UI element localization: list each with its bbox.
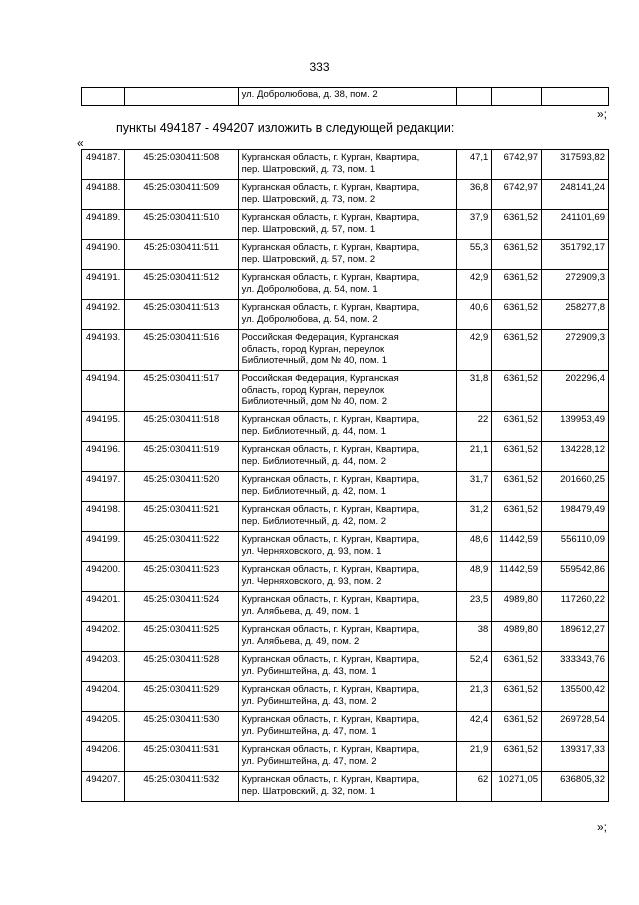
cell-cadastral: 45:25:030411:516 (125, 330, 238, 371)
cell-area: 52,4 (456, 652, 492, 682)
cell-cadastral: 45:25:030411:518 (125, 412, 238, 442)
cell-rate: 6361,52 (492, 210, 542, 240)
cell-number: 494202. (82, 622, 125, 652)
cell-address (238, 622, 456, 652)
cell-rate: 11442,59 (492, 562, 542, 592)
address-line: ул. Алябьева, д. 49, пом. 1 (241, 605, 360, 617)
opening-quote-mark: « (77, 136, 84, 150)
cell-area: 42,9 (456, 270, 492, 300)
cell-number: 494187. (82, 150, 125, 180)
cell-area: 37,9 (456, 210, 492, 240)
cell-address (238, 772, 456, 802)
cell-area: 48,9 (456, 562, 492, 592)
cell-cadastral: 45:25:030411:513 (125, 300, 238, 330)
cell-cadastral: 45:25:030411:509 (125, 180, 238, 210)
cell-rate: 6742,97 (492, 150, 542, 180)
cell-address (238, 592, 456, 622)
table-row (82, 330, 609, 371)
cell-rate: 6361,52 (492, 502, 542, 532)
address-line: Курганская область, г. Курган, Квартира, (241, 504, 420, 515)
cell-number: 494206. (82, 742, 125, 772)
table-row (82, 682, 609, 712)
address-line: Курганская область, г. Курган, Квартира, (241, 212, 420, 223)
address-line: пер. Библиотечный, д. 42, пом. 2 (241, 515, 387, 527)
address-line: Курганская область, г. Курган, Квартира, (241, 744, 420, 755)
cell-area (456, 88, 492, 106)
cell-cadastral: 45:25:030411:529 (125, 682, 238, 712)
cell-number: 494204. (82, 682, 125, 712)
address-line: ул. Черняховского, д. 93, пом. 2 (241, 575, 382, 587)
cell-address (238, 371, 456, 412)
address-line: Курганская область, г. Курган, Квартира, (241, 414, 420, 425)
table-row (82, 412, 609, 442)
table-row (82, 652, 609, 682)
address-line: Курганская область, г. Курган, Квартира, (241, 242, 420, 253)
cell-value: 351792,17 (542, 240, 609, 270)
cell-value: 241101,69 (542, 210, 609, 240)
cell-cadastral: 45:25:030411:511 (125, 240, 238, 270)
cell-cadastral: 45:25:030411:522 (125, 532, 238, 562)
cell-address (238, 210, 456, 240)
address-line: пер. Библиотечный, д. 44, пом. 2 (241, 455, 387, 467)
address-line: ул. Рубинштейна, д. 43, пом. 1 (241, 665, 377, 677)
cell-number: 494189. (82, 210, 125, 240)
cell-number: 494190. (82, 240, 125, 270)
address-line: Курганская область, г. Курган, Квартира, (241, 534, 420, 545)
address-line: Российская Федерация, Курганская (241, 373, 399, 384)
table-row (82, 622, 609, 652)
cell-address (238, 150, 456, 180)
table-row (82, 562, 609, 592)
address-line: Курганская область, г. Курган, Квартира, (241, 272, 420, 283)
cell-rate: 4989,80 (492, 622, 542, 652)
properties-table-body (82, 150, 609, 802)
address-line: пер. Библиотечный, д. 42, пом. 1 (241, 485, 387, 497)
cell-area: 42,9 (456, 330, 492, 371)
cell-rate: 6361,52 (492, 742, 542, 772)
cell-value: 556110,09 (542, 532, 609, 562)
address-line: Курганская область, г. Курган, Квартира, (241, 684, 420, 695)
cell-address (238, 330, 456, 371)
cell-rate: 4989,80 (492, 592, 542, 622)
address-line: Курганская область, г. Курган, Квартира, (241, 714, 420, 725)
cell-area: 23,5 (456, 592, 492, 622)
address-line: ул. Алябьева, д. 49, пом. 2 (241, 635, 360, 647)
cell-cadastral (125, 88, 238, 106)
closing-quote-mark-end: »; (597, 820, 608, 834)
page-number: 333 (309, 60, 330, 74)
cell-area: 55,3 (456, 240, 492, 270)
previous-table-fragment (81, 87, 609, 106)
cell-number: 494193. (82, 330, 125, 371)
cell-area: 31,2 (456, 502, 492, 532)
cell-area: 38 (456, 622, 492, 652)
address-line: пер. Шатровский, д. 73, пом. 1 (241, 163, 376, 175)
address-line: Курганская область, г. Курган, Квартира, (241, 774, 420, 785)
cell-value: 636805,32 (542, 772, 609, 802)
cell-value: 139317,33 (542, 742, 609, 772)
cell-value: 201660,25 (542, 472, 609, 502)
cell-address (238, 270, 456, 300)
cell-number: 494195. (82, 412, 125, 442)
cell-address (238, 712, 456, 742)
table-row (82, 240, 609, 270)
cell-number (82, 88, 125, 106)
cell-address (238, 502, 456, 532)
cell-value (542, 88, 609, 106)
cell-value: 202296,4 (542, 371, 609, 412)
cell-cadastral: 45:25:030411:521 (125, 502, 238, 532)
cell-cadastral: 45:25:030411:519 (125, 442, 238, 472)
cell-address (238, 652, 456, 682)
address-line: Курганская область, г. Курган, Квартира, (241, 654, 420, 665)
address-line: Курганская область, г. Курган, Квартира, (241, 564, 420, 575)
cell-area: 21,3 (456, 682, 492, 712)
cell-cadastral: 45:25:030411:532 (125, 772, 238, 802)
cell-area: 42,4 (456, 712, 492, 742)
cell-cadastral: 45:25:030411:531 (125, 742, 238, 772)
cell-value: 248141,24 (542, 180, 609, 210)
cell-area: 47,1 (456, 150, 492, 180)
address-line: Курганская область, г. Курган, Квартира, (241, 302, 420, 313)
address-line: область, город Курган, переулок (241, 384, 385, 396)
address-line: ул. Черняховского, д. 93, пом. 1 (241, 545, 382, 557)
cell-rate: 6361,52 (492, 472, 542, 502)
cell-value: 559542,86 (542, 562, 609, 592)
cell-value: 317593,82 (542, 150, 609, 180)
cell-rate: 6361,52 (492, 270, 542, 300)
table-row (82, 532, 609, 562)
properties-table (81, 149, 609, 802)
table-row (82, 371, 609, 412)
address-line: пер. Шатровский, д. 32, пом. 1 (241, 785, 376, 797)
cell-address (238, 442, 456, 472)
cell-rate: 10271,05 (492, 772, 542, 802)
cell-address (238, 742, 456, 772)
cell-cadastral: 45:25:030411:530 (125, 712, 238, 742)
address-line: пер. Шатровский, д. 57, пом. 1 (241, 223, 376, 235)
cell-rate: 6361,52 (492, 240, 542, 270)
cell-rate: 6361,52 (492, 682, 542, 712)
cell-value: 198479,49 (542, 502, 609, 532)
cell-value: 258277,8 (542, 300, 609, 330)
cell-number: 494191. (82, 270, 125, 300)
cell-address (238, 180, 456, 210)
table-row (82, 442, 609, 472)
cell-value: 269728,54 (542, 712, 609, 742)
address-line: пер. Шатровский, д. 57, пом. 2 (241, 253, 376, 265)
cell-cadastral: 45:25:030411:517 (125, 371, 238, 412)
address-line: пер. Библиотечный, д. 44, пом. 1 (241, 425, 387, 437)
cell-area: 31,7 (456, 472, 492, 502)
cell-number: 494197. (82, 472, 125, 502)
cell-number: 494200. (82, 562, 125, 592)
cell-cadastral: 45:25:030411:508 (125, 150, 238, 180)
cell-rate (492, 88, 542, 106)
table-row (82, 150, 609, 180)
address-line: Курганская область, г. Курган, Квартира, (241, 624, 420, 635)
cell-number: 494201. (82, 592, 125, 622)
cell-area: 21,9 (456, 742, 492, 772)
cell-area: 62 (456, 772, 492, 802)
cell-address (238, 412, 456, 442)
cell-cadastral: 45:25:030411:510 (125, 210, 238, 240)
cell-value: 134228,12 (542, 442, 609, 472)
address-line: Российская Федерация, Курганская (241, 332, 399, 343)
cell-number: 494203. (82, 652, 125, 682)
cell-cadastral: 45:25:030411:528 (125, 652, 238, 682)
address-line: Библиотечный, дом № 40, пом. 2 (241, 396, 388, 407)
address-line: область, город Курган, переулок (241, 343, 385, 355)
cell-number: 494205. (82, 712, 125, 742)
cell-address (238, 472, 456, 502)
cell-rate: 6742,97 (492, 180, 542, 210)
cell-address (238, 682, 456, 712)
cell-number: 494194. (82, 371, 125, 412)
cell-cadastral: 45:25:030411:524 (125, 592, 238, 622)
address-line: ул. Рубинштейна, д. 47, пом. 1 (241, 725, 377, 737)
cell-area: 31,8 (456, 371, 492, 412)
cell-area: 22 (456, 412, 492, 442)
cell-value: 139953,49 (542, 412, 609, 442)
table-row (82, 472, 609, 502)
address-line: Курганская область, г. Курган, Квартира, (241, 444, 420, 455)
cell-value: 189612,27 (542, 622, 609, 652)
address-line: ул. Добролюбова, д. 54, пом. 2 (241, 313, 378, 325)
table-row (82, 88, 609, 106)
cell-number: 494192. (82, 300, 125, 330)
table-row (82, 270, 609, 300)
cell-area: 21,1 (456, 442, 492, 472)
cell-rate: 6361,52 (492, 442, 542, 472)
table-row (82, 300, 609, 330)
address-line: ул. Добролюбова, д. 54, пом. 1 (241, 283, 378, 295)
cell-rate: 6361,52 (492, 412, 542, 442)
table-row (82, 502, 609, 532)
address-line: Курганская область, г. Курган, Квартира, (241, 474, 420, 485)
table-row (82, 180, 609, 210)
table-row (82, 772, 609, 802)
cell-number: 494196. (82, 442, 125, 472)
address-line: Курганская область, г. Курган, Квартира, (241, 182, 420, 193)
cell-rate: 6361,52 (492, 300, 542, 330)
cell-area: 48,6 (456, 532, 492, 562)
table-row (82, 712, 609, 742)
cell-value: 272909,3 (542, 330, 609, 371)
amendment-instruction: пункты 494187 - 494207 изложить в следующей редакции: (116, 121, 455, 135)
address-line: Библиотечный, дом № 40, пом. 1 (241, 355, 388, 366)
cell-rate: 6361,52 (492, 652, 542, 682)
cell-cadastral: 45:25:030411:520 (125, 472, 238, 502)
cell-rate: 6361,52 (492, 330, 542, 371)
cell-value: 117260,22 (542, 592, 609, 622)
cell-rate: 6361,52 (492, 371, 542, 412)
cell-address (238, 240, 456, 270)
cell-number: 494188. (82, 180, 125, 210)
cell-area: 36,8 (456, 180, 492, 210)
cell-cadastral: 45:25:030411:523 (125, 562, 238, 592)
address-line: пер. Шатровский, д. 73, пом. 2 (241, 193, 376, 205)
closing-quote-mark: »; (597, 107, 608, 121)
cell-rate: 6361,52 (492, 712, 542, 742)
cell-number: 494199. (82, 532, 125, 562)
cell-number: 494207. (82, 772, 125, 802)
cell-number: 494198. (82, 502, 125, 532)
table-row (82, 742, 609, 772)
cell-cadastral: 45:25:030411:525 (125, 622, 238, 652)
cell-address (238, 532, 456, 562)
cell-rate: 11442,59 (492, 532, 542, 562)
cell-value: 272909,3 (542, 270, 609, 300)
address-line: ул. Рубинштейна, д. 43, пом. 2 (241, 695, 377, 707)
cell-address (238, 300, 456, 330)
address-line: ул. Рубинштейна, д. 47, пом. 2 (241, 755, 377, 767)
cell-address: ул. Добролюбова, д. 38, пом. 2 (238, 88, 456, 106)
cell-cadastral: 45:25:030411:512 (125, 270, 238, 300)
cell-value: 135500,42 (542, 682, 609, 712)
address-line: Курганская область, г. Курган, Квартира, (241, 152, 420, 163)
cell-area: 40,6 (456, 300, 492, 330)
address-line: Курганская область, г. Курган, Квартира, (241, 594, 420, 605)
table-row (82, 592, 609, 622)
table-row (82, 210, 609, 240)
cell-value: 333343,76 (542, 652, 609, 682)
cell-address (238, 562, 456, 592)
